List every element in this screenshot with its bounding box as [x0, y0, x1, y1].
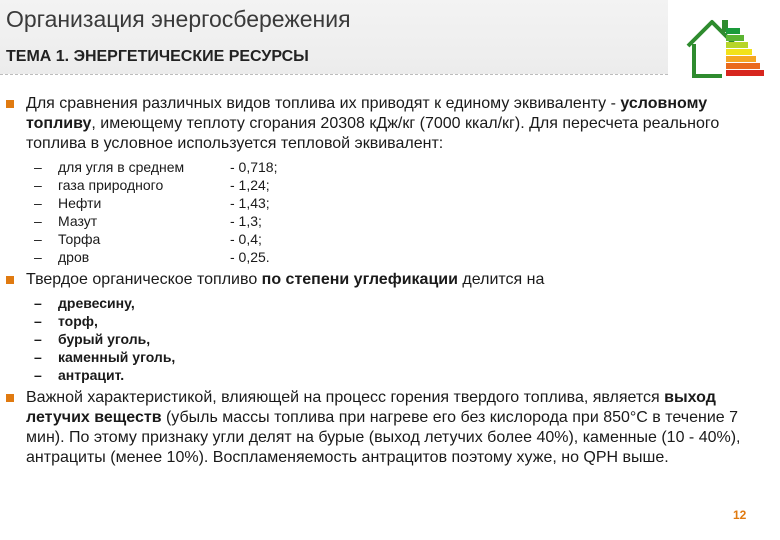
fuel-type: бурый уголь, — [58, 331, 151, 347]
bullet-bold-term: выход летучих веществ — [26, 389, 716, 426]
bullet-text: Твердое органическое топливо — [26, 271, 262, 288]
dash-icon: – — [34, 331, 42, 347]
bullet-conventional-fuel — [6, 94, 770, 154]
fuel-value: - 0,4; — [230, 231, 262, 247]
list-item — [6, 158, 770, 176]
list-item — [6, 366, 770, 384]
fuel-value: - 1,24; — [230, 177, 270, 193]
slide-content — [6, 94, 770, 468]
bullet-bold-term: условному топливу — [26, 95, 708, 132]
energy-efficiency-house-logo — [682, 14, 764, 80]
dash-icon: – — [34, 367, 42, 383]
fuel-type: антрацит. — [58, 367, 125, 383]
fuel-value: - 0,718; — [230, 159, 278, 175]
bullet-square-icon — [6, 100, 14, 108]
list-item — [6, 348, 770, 366]
dash-icon: – — [34, 231, 42, 247]
fuel-type: каменный уголь, — [58, 349, 176, 365]
list-item — [6, 312, 770, 330]
fuel-name: дров — [58, 249, 90, 265]
dash-icon: – — [34, 313, 42, 329]
dash-icon: – — [34, 295, 42, 311]
bullet-text: Для сравнения различных видов топлива их приводят к единому эквиваленту - — [26, 95, 621, 112]
bullet-text: (убыль массы топлива при нагреве его без кислорода при 850°С в течение 7 мин). По этому признаку угли делят на бурые (выход летучих более 40%), каменные (10 - 40%), антрациты (менее 10%). Воспламеняемость антрацитов поэтому хуже, но QPH выше. — [26, 409, 741, 466]
list-item — [6, 248, 770, 266]
bullet-square-icon — [6, 276, 14, 284]
fuel-name: газа природного — [58, 177, 164, 193]
fuel-type: торф, — [58, 313, 98, 329]
dash-icon: – — [34, 159, 42, 175]
fuel-name: для угля в среднем — [58, 159, 185, 175]
fuel-type: древесину, — [58, 295, 135, 311]
page-title: Организация энергосбережения — [6, 6, 351, 32]
fuel-name: Торфа — [58, 231, 101, 247]
bullet-bold-term: по степени углефикации — [261, 271, 458, 288]
dash-icon: – — [34, 195, 42, 211]
fuel-value: - 1,3; — [230, 213, 262, 229]
fuel-name: Нефти — [58, 195, 102, 211]
bullet-volatile-matter — [6, 388, 770, 468]
header-divider — [0, 74, 668, 75]
page-number: 12 — [733, 508, 747, 522]
list-item — [6, 194, 770, 212]
fuel-name: Мазут — [58, 213, 98, 229]
dash-icon: – — [34, 213, 42, 229]
list-item — [6, 212, 770, 230]
dash-icon: – — [34, 349, 42, 365]
bullet-text: делится на — [457, 271, 545, 288]
bullet-square-icon — [6, 394, 14, 402]
bullet-coalification — [6, 270, 770, 290]
list-item — [6, 176, 770, 194]
fuel-value: - 0,25. — [230, 249, 270, 265]
fuel-equivalent-list — [6, 158, 770, 266]
bullet-text: , имеющему теплоту сгорания 20308 кДж/кг (7000 ккал/кг). Для пересчета реального топлива в условное используется тепловой эквивалент: — [26, 115, 720, 152]
list-item — [6, 230, 770, 248]
dash-icon: – — [34, 177, 42, 193]
page-subtitle: ТЕМА 1. ЭНЕРГЕТИЧЕСКИЕ РЕСУРСЫ — [6, 48, 309, 65]
list-item — [6, 294, 770, 312]
dash-icon: – — [34, 249, 42, 265]
solid-fuel-types-list — [6, 294, 770, 384]
fuel-value: - 1,43; — [230, 195, 270, 211]
list-item — [6, 330, 770, 348]
bullet-text: Важной характеристикой, влияющей на процесс горения твердого топлива, является — [26, 389, 665, 406]
